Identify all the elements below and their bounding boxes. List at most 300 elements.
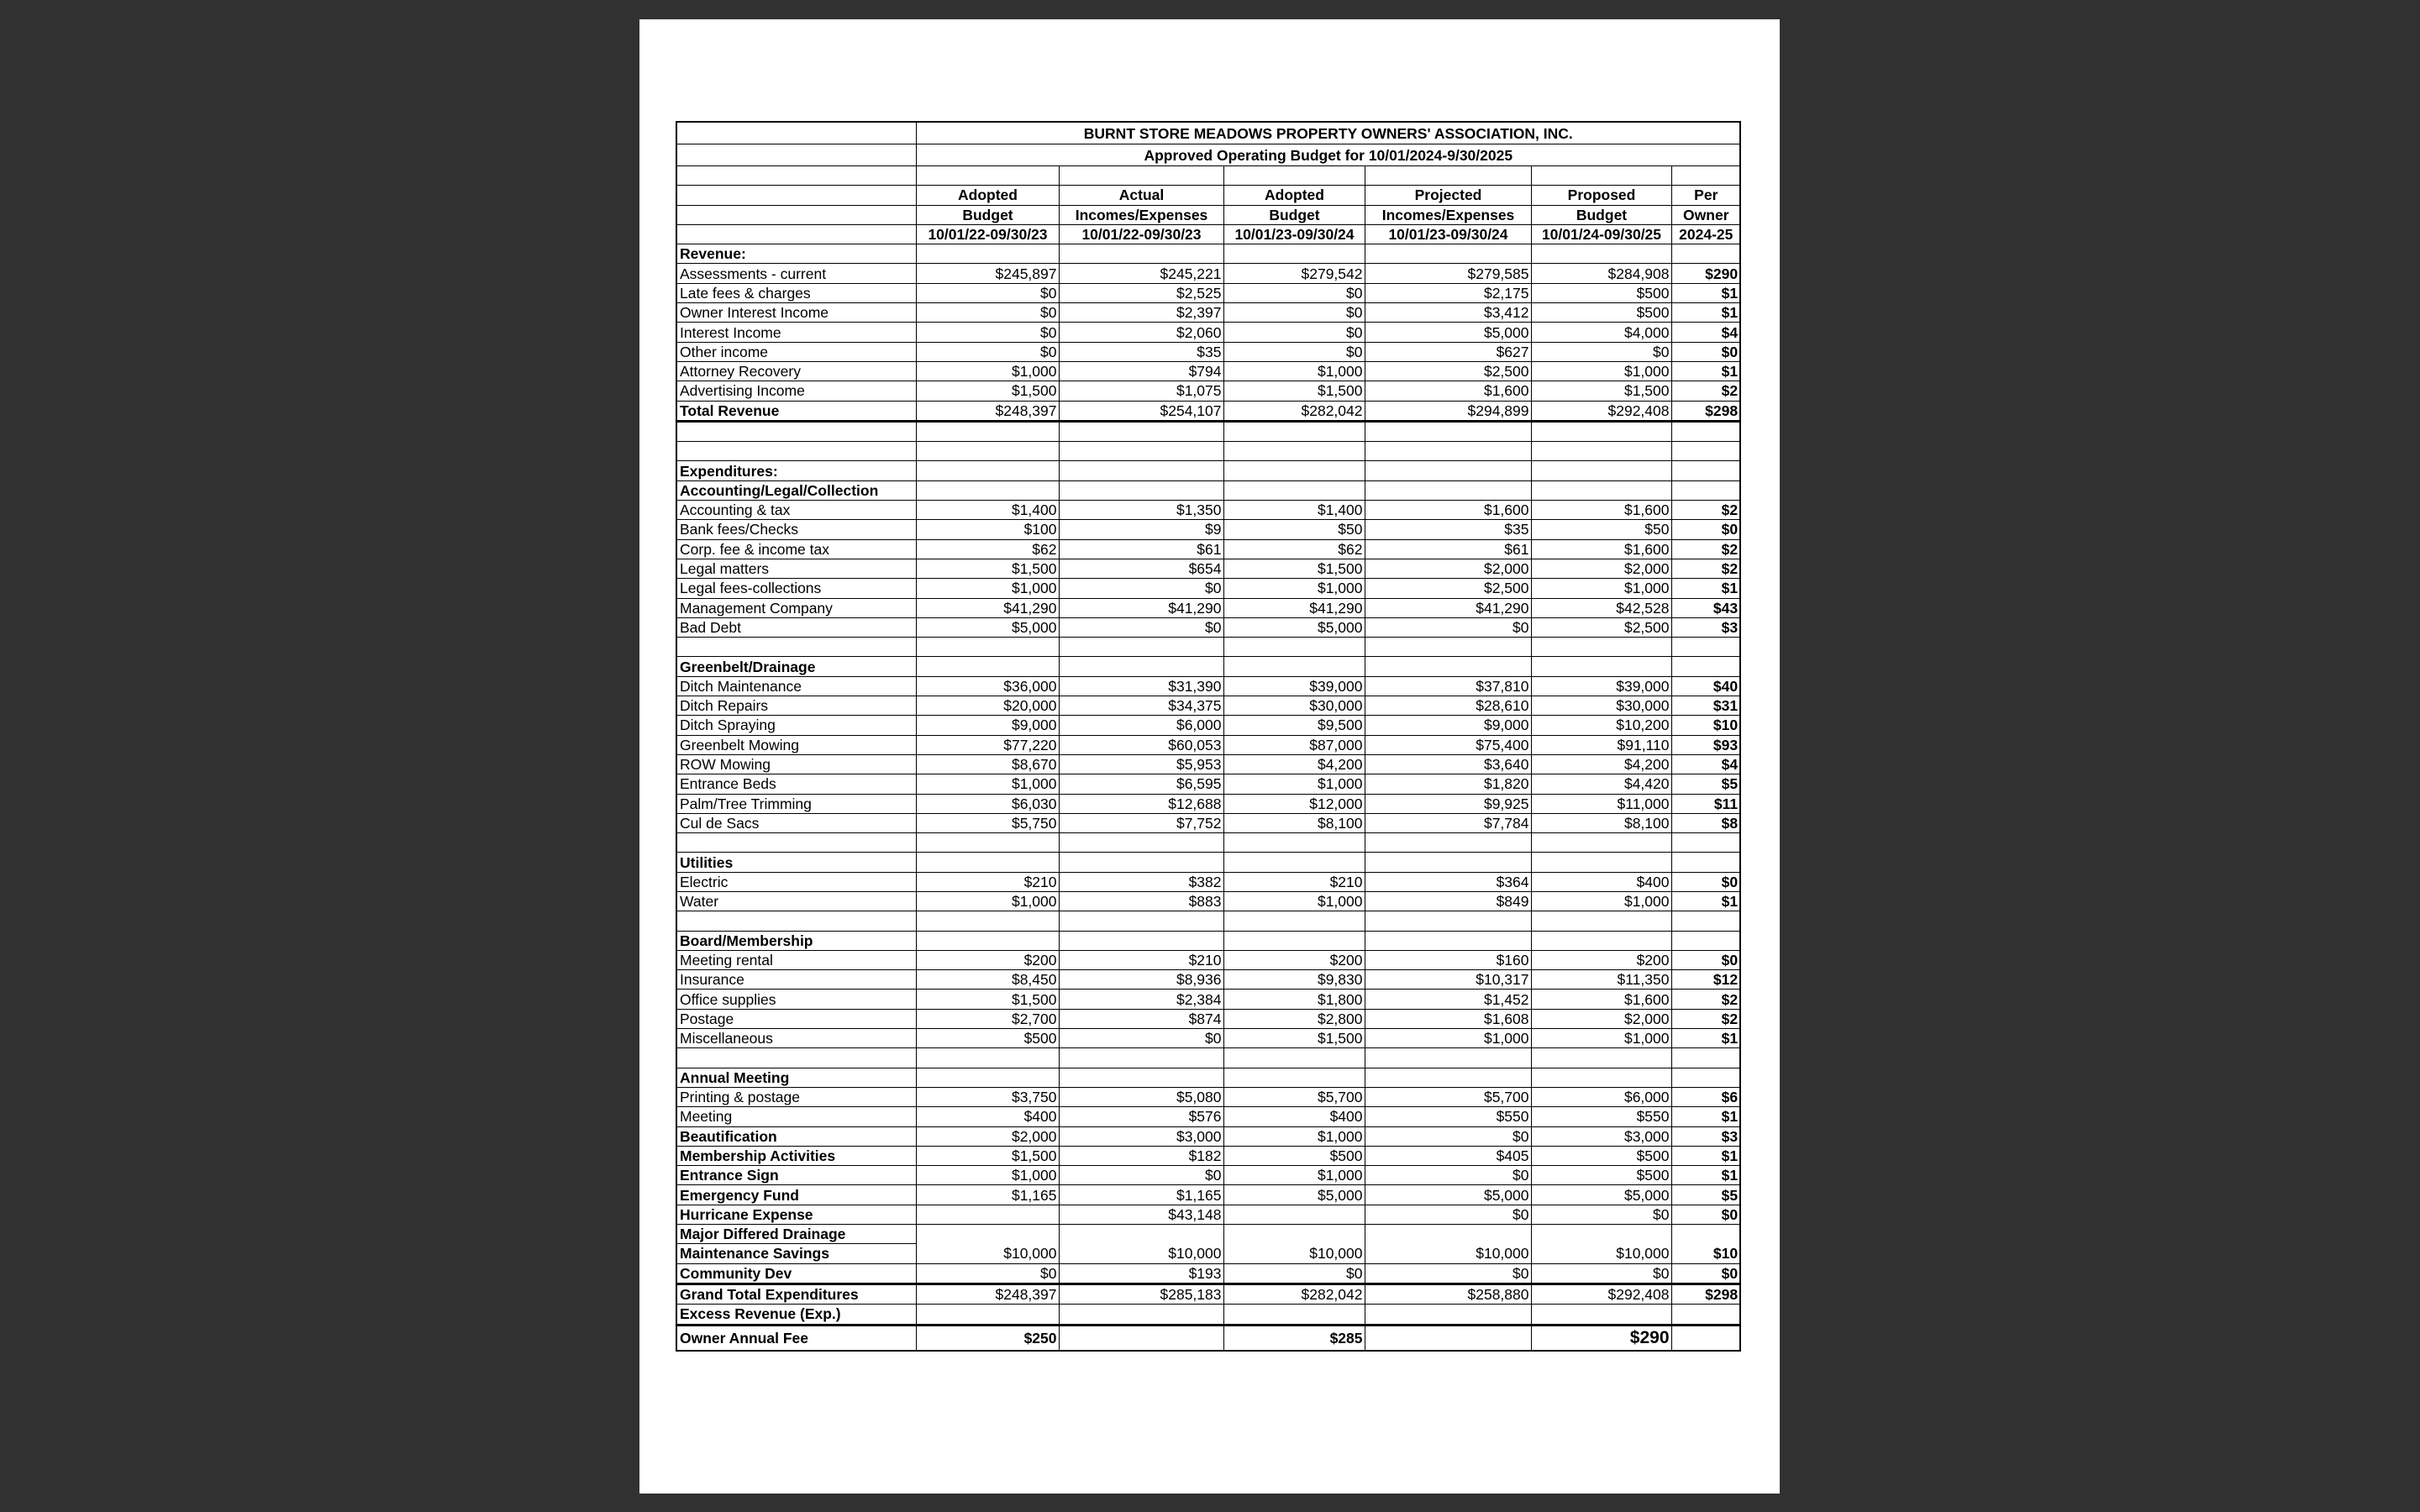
row-label: Legal matters (676, 559, 916, 578)
fee-cell: $285 (1223, 1325, 1365, 1351)
row-label: Advertising Income (676, 381, 916, 401)
empty-cell (1531, 833, 1671, 853)
expense-row (676, 1185, 1740, 1205)
empty-cell (1671, 421, 1740, 441)
revenue-row (676, 381, 1740, 401)
value-cell: $3,000 (1531, 1126, 1671, 1146)
value-cell: $62 (916, 539, 1059, 559)
value-cell: $4,200 (1531, 754, 1671, 774)
value-cell: $0 (1059, 579, 1223, 598)
column-header: 10/01/24-09/30/25 (1531, 224, 1671, 244)
value-cell: $279,585 (1365, 264, 1531, 283)
value-cell: $5,000 (1223, 1185, 1365, 1205)
value-cell: $8,100 (1223, 813, 1365, 832)
value-cell: $0 (916, 303, 1059, 323)
value-cell: $1,000 (916, 579, 1059, 598)
expense-row (676, 813, 1740, 832)
column-header-row (676, 186, 1740, 205)
document-page (639, 19, 1780, 1494)
value-cell: $0 (1365, 1263, 1531, 1284)
value-cell: $245,897 (916, 264, 1059, 283)
empty-cell (676, 205, 916, 224)
empty-cell (1365, 911, 1531, 931)
empty-cell (1223, 1225, 1365, 1244)
empty-cell (1671, 833, 1740, 853)
value-cell: $35 (1365, 520, 1531, 539)
value-cell: $12,000 (1223, 794, 1365, 813)
value-cell: $794 (1059, 361, 1223, 381)
value-cell: $210 (1223, 872, 1365, 891)
column-header: Incomes/Expenses (1059, 205, 1223, 224)
revenue-row (676, 323, 1740, 342)
value-cell: $2,500 (1365, 361, 1531, 381)
value-cell: $1,600 (1531, 539, 1671, 559)
column-header: Adopted (1223, 186, 1365, 205)
row-label: Ditch Maintenance (676, 676, 916, 696)
row-label: Other income (676, 342, 916, 361)
value-cell: $7,752 (1059, 813, 1223, 832)
value-cell: $285,183 (1059, 1284, 1223, 1304)
spacer-row (676, 1048, 1740, 1068)
empty-cell (916, 853, 1059, 872)
per-owner-cell: $298 (1671, 1284, 1740, 1304)
empty-cell (676, 144, 916, 166)
column-header: 10/01/23-09/30/24 (1223, 224, 1365, 244)
value-cell: $1,452 (1365, 990, 1531, 1009)
value-cell: $61 (1365, 539, 1531, 559)
row-label: Excess Revenue (Exp.) (676, 1305, 916, 1325)
value-cell: $1,600 (1365, 501, 1531, 520)
value-cell: $5,080 (1059, 1087, 1223, 1106)
value-cell: $4,000 (1531, 323, 1671, 342)
per-owner-cell: $10 (1671, 1244, 1740, 1263)
empty-cell (916, 1068, 1059, 1087)
expense-row (676, 735, 1740, 754)
value-cell: $5,000 (1365, 1185, 1531, 1205)
expense-row (676, 716, 1740, 735)
column-header-row (676, 205, 1740, 224)
value-cell: $1,500 (1223, 381, 1365, 401)
value-cell: $1,000 (916, 774, 1059, 794)
value-cell: $3,640 (1365, 754, 1531, 774)
value-cell: $0 (1365, 617, 1531, 637)
row-label: Greenbelt Mowing (676, 735, 916, 754)
per-owner-cell: $12 (1671, 970, 1740, 990)
empty-cell (1671, 166, 1740, 186)
value-cell: $5,700 (1223, 1087, 1365, 1106)
value-cell: $8,450 (916, 970, 1059, 990)
value-cell: $160 (1365, 950, 1531, 969)
per-owner-cell: $0 (1671, 872, 1740, 891)
value-cell: $0 (1531, 342, 1671, 361)
value-cell: $2,000 (1531, 1009, 1671, 1028)
value-cell: $1,600 (1531, 501, 1671, 520)
empty-cell (1531, 244, 1671, 264)
value-cell: $4,200 (1223, 754, 1365, 774)
value-cell: $1,000 (1223, 361, 1365, 381)
value-cell: $258,880 (1365, 1284, 1531, 1304)
column-header-row (676, 224, 1740, 244)
empty-cell (916, 1305, 1059, 1325)
expense-row (676, 754, 1740, 774)
value-cell: $50 (1223, 520, 1365, 539)
value-cell: $2,500 (1531, 617, 1671, 637)
per-owner-cell: $4 (1671, 754, 1740, 774)
document-subtitle-row (676, 144, 1740, 166)
empty-cell (1059, 421, 1223, 441)
expense-row (676, 676, 1740, 696)
empty-cell (1531, 911, 1671, 931)
empty-cell (1059, 461, 1223, 480)
value-cell: $282,042 (1223, 401, 1365, 421)
row-label: Management Company (676, 598, 916, 617)
value-cell: $0 (1531, 1205, 1671, 1224)
empty-cell (1671, 853, 1740, 872)
empty-cell (1365, 421, 1531, 441)
value-cell: $284,908 (1531, 264, 1671, 283)
empty-cell (1531, 1305, 1671, 1325)
empty-cell (916, 1048, 1059, 1068)
expense-row (676, 501, 1740, 520)
value-cell: $50 (1531, 520, 1671, 539)
excess-revenue-row (676, 1305, 1740, 1325)
greenbelt-heading-row (676, 657, 1740, 676)
value-cell: $1,000 (1365, 1029, 1531, 1048)
board-heading: Board/Membership (676, 931, 916, 950)
annual-meeting-heading-row (676, 1068, 1740, 1087)
empty-cell (1365, 1068, 1531, 1087)
empty-cell (1059, 166, 1223, 186)
empty-cell (916, 638, 1059, 657)
row-label: Postage (676, 1009, 916, 1028)
value-cell: $1,000 (1223, 579, 1365, 598)
empty-cell (916, 166, 1059, 186)
empty-cell (1365, 833, 1531, 853)
value-cell: $0 (1365, 1166, 1531, 1185)
value-cell: $292,408 (1531, 1284, 1671, 1304)
value-cell: $1,000 (916, 361, 1059, 381)
per-owner-cell: $2 (1671, 501, 1740, 520)
empty-cell (1365, 480, 1531, 500)
empty-cell (1059, 1048, 1223, 1068)
empty-cell (1059, 442, 1223, 461)
value-cell: $2,175 (1365, 283, 1531, 302)
value-cell: $2,700 (916, 1009, 1059, 1028)
per-owner-cell: $1 (1671, 303, 1740, 323)
expense-row (676, 774, 1740, 794)
per-owner-cell: $298 (1671, 401, 1740, 421)
per-owner-cell: $4 (1671, 323, 1740, 342)
empty-cell (1671, 461, 1740, 480)
revenue-heading: Revenue: (676, 244, 916, 264)
value-cell: $500 (1531, 1146, 1671, 1165)
empty-cell (1223, 1305, 1365, 1325)
value-cell: $1,820 (1365, 774, 1531, 794)
owner-annual-fee-row (676, 1325, 1740, 1351)
per-owner-cell: $5 (1671, 774, 1740, 794)
value-cell: $0 (916, 1263, 1059, 1284)
per-owner-cell: $93 (1671, 735, 1740, 754)
empty-cell (1223, 931, 1365, 950)
value-cell: $364 (1365, 872, 1531, 891)
expense-row (676, 794, 1740, 813)
value-cell: $254,107 (1059, 401, 1223, 421)
value-cell: $39,000 (1223, 676, 1365, 696)
value-cell: $248,397 (916, 1284, 1059, 1304)
empty-cell (1365, 1305, 1531, 1325)
value-cell: $0 (1223, 342, 1365, 361)
column-header: Budget (1531, 205, 1671, 224)
value-cell: $87,000 (1223, 735, 1365, 754)
fee-cell: $250 (916, 1325, 1059, 1351)
expense-row (676, 520, 1740, 539)
value-cell: $0 (1059, 1029, 1223, 1048)
value-cell: $200 (1531, 950, 1671, 969)
row-label: Membership Activities (676, 1146, 916, 1165)
value-cell: $500 (1531, 1166, 1671, 1185)
row-label: Bank fees/Checks (676, 520, 916, 539)
value-cell: $37,810 (1365, 676, 1531, 696)
value-cell: $41,290 (916, 598, 1059, 617)
value-cell: $200 (916, 950, 1059, 969)
value-cell: $61 (1059, 539, 1223, 559)
value-cell: $77,220 (916, 735, 1059, 754)
per-owner-cell: $2 (1671, 539, 1740, 559)
spacer-row (676, 833, 1740, 853)
value-cell: $210 (1059, 950, 1223, 969)
empty-cell (1365, 853, 1531, 872)
empty-cell (676, 186, 916, 205)
empty-cell (916, 833, 1059, 853)
row-label: Ditch Spraying (676, 716, 916, 735)
value-cell: $8,936 (1059, 970, 1223, 990)
column-header: Adopted (916, 186, 1059, 205)
row-label: Water (676, 891, 916, 911)
value-cell: $5,000 (1365, 323, 1531, 342)
value-cell: $2,800 (1223, 1009, 1365, 1028)
column-header: Actual (1059, 186, 1223, 205)
value-cell: $3,750 (916, 1087, 1059, 1106)
budget-body (676, 122, 1740, 1351)
empty-cell (1223, 638, 1365, 657)
empty-cell (676, 833, 916, 853)
value-cell (916, 1205, 1059, 1224)
value-cell: $5,700 (1365, 1087, 1531, 1106)
empty-cell (916, 931, 1059, 950)
empty-cell (676, 638, 916, 657)
row-label: Major Differed Drainage (676, 1225, 916, 1244)
empty-cell (1671, 480, 1740, 500)
value-cell: $8,670 (916, 754, 1059, 774)
value-cell: $5,000 (1223, 617, 1365, 637)
fee-cell (1671, 1325, 1740, 1351)
board-heading-row (676, 931, 1740, 950)
value-cell: $12,688 (1059, 794, 1223, 813)
value-cell: $30,000 (1223, 696, 1365, 716)
empty-cell (1531, 1225, 1671, 1244)
empty-cell (1531, 1068, 1671, 1087)
per-owner-cell: $1 (1671, 1029, 1740, 1048)
empty-cell (1059, 931, 1223, 950)
per-owner-cell: $3 (1671, 617, 1740, 637)
row-label: Legal fees-collections (676, 579, 916, 598)
value-cell: $1,000 (916, 891, 1059, 911)
expense-row (676, 1009, 1740, 1028)
value-cell: $2,000 (1365, 559, 1531, 578)
empty-cell (1223, 244, 1365, 264)
empty-cell (1223, 166, 1365, 186)
column-header: Budget (916, 205, 1059, 224)
value-cell: $36,000 (916, 676, 1059, 696)
value-cell: $550 (1365, 1107, 1531, 1126)
grand-total-row (676, 1284, 1740, 1304)
expenditures-heading-row (676, 461, 1740, 480)
value-cell: $1,000 (916, 1166, 1059, 1185)
value-cell: $1,500 (916, 1146, 1059, 1165)
fee-cell (1365, 1325, 1531, 1351)
value-cell: $5,750 (916, 813, 1059, 832)
value-cell: $3,000 (1059, 1126, 1223, 1146)
empty-cell (916, 480, 1059, 500)
empty-cell (1365, 244, 1531, 264)
empty-cell (916, 657, 1059, 676)
value-cell: $10,000 (1365, 1244, 1531, 1263)
per-owner-cell: $2 (1671, 381, 1740, 401)
empty-cell (1059, 853, 1223, 872)
empty-cell (1671, 1068, 1740, 1087)
empty-cell (1059, 657, 1223, 676)
value-cell: $3,412 (1365, 303, 1531, 323)
per-owner-cell: $2 (1671, 559, 1740, 578)
value-cell: $0 (1223, 1263, 1365, 1284)
empty-cell (916, 244, 1059, 264)
value-cell: $1,500 (1531, 381, 1671, 401)
row-label: Miscellaneous (676, 1029, 916, 1048)
value-cell: $2,384 (1059, 990, 1223, 1009)
empty-cell (1531, 442, 1671, 461)
row-label: Ditch Repairs (676, 696, 916, 716)
empty-cell (1671, 442, 1740, 461)
per-owner-cell: $1 (1671, 891, 1740, 911)
value-cell: $5,000 (916, 617, 1059, 637)
empty-cell (1223, 657, 1365, 676)
row-label: Beautification (676, 1126, 916, 1146)
spacer-row (676, 911, 1740, 931)
value-cell: $1,500 (1223, 1029, 1365, 1048)
empty-cell (1365, 657, 1531, 676)
value-cell: $382 (1059, 872, 1223, 891)
empty-cell (916, 461, 1059, 480)
greenbelt-heading: Greenbelt/Drainage (676, 657, 916, 676)
expense-row (676, 872, 1740, 891)
per-owner-cell: $1 (1671, 1146, 1740, 1165)
value-cell: $0 (916, 342, 1059, 361)
per-owner-cell: $1 (1671, 283, 1740, 302)
empty-cell (1223, 853, 1365, 872)
empty-cell (676, 1048, 916, 1068)
value-cell: $294,899 (1365, 401, 1531, 421)
column-header: 10/01/22-09/30/23 (916, 224, 1059, 244)
revenue-row (676, 361, 1740, 381)
expense-row (676, 1107, 1740, 1126)
value-cell: $500 (1223, 1146, 1365, 1165)
value-cell: $1,500 (916, 381, 1059, 401)
empty-cell (1223, 911, 1365, 931)
value-cell: $10,000 (916, 1244, 1059, 1263)
value-cell: $1,000 (1531, 891, 1671, 911)
value-cell: $41,290 (1059, 598, 1223, 617)
expense-row (676, 1205, 1740, 1224)
value-cell: $43,148 (1059, 1205, 1223, 1224)
value-cell: $1,000 (1223, 891, 1365, 911)
empty-cell (1223, 1068, 1365, 1087)
empty-cell (1223, 833, 1365, 853)
empty-cell (1059, 638, 1223, 657)
document-title: BURNT STORE MEADOWS PROPERTY OWNERS' ASSOCIATION, INC. (916, 122, 1740, 144)
per-owner-cell: $0 (1671, 1205, 1740, 1224)
value-cell: $883 (1059, 891, 1223, 911)
per-owner-cell: $290 (1671, 264, 1740, 283)
value-cell: $7,784 (1365, 813, 1531, 832)
value-cell: $279,542 (1223, 264, 1365, 283)
value-cell: $1,500 (916, 990, 1059, 1009)
empty-cell (676, 122, 916, 144)
row-label: Printing & postage (676, 1087, 916, 1106)
row-label: Emergency Fund (676, 1185, 916, 1205)
spacer-row (676, 442, 1740, 461)
value-cell: $42,528 (1531, 598, 1671, 617)
value-cell: $1,165 (916, 1185, 1059, 1205)
empty-cell (1671, 911, 1740, 931)
empty-cell (916, 421, 1059, 441)
expense-row (676, 539, 1740, 559)
value-cell: $9,000 (1365, 716, 1531, 735)
value-cell: $6,000 (1059, 716, 1223, 735)
value-cell: $9,830 (1223, 970, 1365, 990)
empty-cell (676, 224, 916, 244)
per-owner-cell: $0 (1671, 950, 1740, 969)
value-cell: $2,525 (1059, 283, 1223, 302)
value-cell: $200 (1223, 950, 1365, 969)
revenue-row (676, 264, 1740, 283)
empty-cell (1531, 461, 1671, 480)
expense-row (676, 559, 1740, 578)
value-cell: $1,000 (1531, 579, 1671, 598)
accounting-heading: Accounting/Legal/Collection (676, 480, 916, 500)
per-owner-cell: $40 (1671, 676, 1740, 696)
value-cell: $182 (1059, 1146, 1223, 1165)
column-header: Projected (1365, 186, 1531, 205)
value-cell: $30,000 (1531, 696, 1671, 716)
value-cell: $6,000 (1531, 1087, 1671, 1106)
value-cell: $1,000 (1531, 361, 1671, 381)
row-label: Bad Debt (676, 617, 916, 637)
per-owner-cell: $0 (1671, 520, 1740, 539)
empty-cell (1223, 421, 1365, 441)
empty-cell (1531, 931, 1671, 950)
empty-cell (676, 442, 916, 461)
expense-row (676, 970, 1740, 990)
document-title-row (676, 122, 1740, 144)
value-cell: $1,165 (1059, 1185, 1223, 1205)
empty-cell (1671, 1048, 1740, 1068)
expense-row (676, 617, 1740, 637)
value-cell: $1,608 (1365, 1009, 1531, 1028)
value-cell: $9,500 (1223, 716, 1365, 735)
spacer-row (676, 166, 1740, 186)
revenue-row (676, 283, 1740, 302)
value-cell: $500 (1531, 303, 1671, 323)
